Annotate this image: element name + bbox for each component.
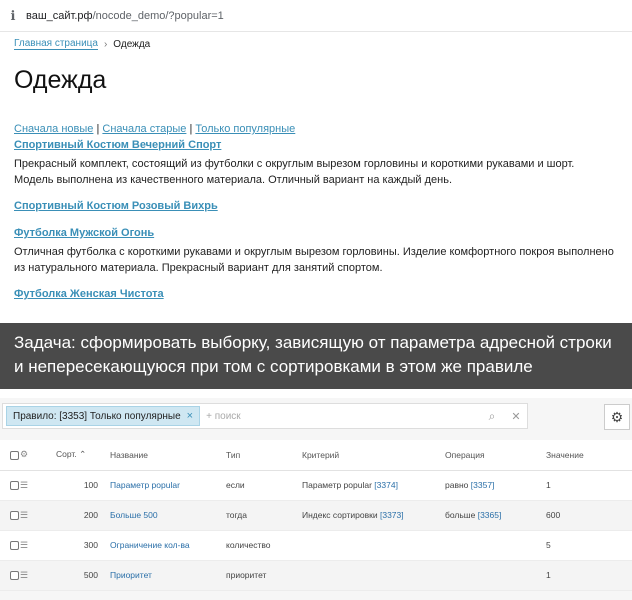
table-row[interactable] xyxy=(0,470,632,500)
product-description: Отличная футболка с короткими рукавами и округлым вырезом горловины. Изделие комфортного покроя выполнено из натурального материала. Прекрасный вариант для занятий спортом. xyxy=(14,246,614,274)
table-row[interactable] xyxy=(0,500,632,530)
rule-name-link[interactable]: Параметр popular xyxy=(110,480,180,490)
rule-name-link[interactable]: Приоритет xyxy=(110,570,152,580)
cell-type: тогда xyxy=(226,500,302,530)
list-item xyxy=(14,139,614,188)
cell-type: количество xyxy=(226,530,302,560)
page-title: Одежда xyxy=(14,66,107,94)
column-criterion[interactable]: Критерий xyxy=(302,440,445,470)
drag-handle-icon[interactable]: ☰ xyxy=(20,569,29,580)
gear-icon[interactable]: ⚙ xyxy=(20,449,29,460)
drag-handle-icon[interactable]: ☰ xyxy=(20,539,29,550)
cell-operation: больше xyxy=(445,510,476,520)
cell-value: 600 xyxy=(546,500,632,530)
column-operation[interactable]: Операция xyxy=(445,440,546,470)
column-name[interactable]: Название xyxy=(110,440,226,470)
cell-value: 1 xyxy=(546,560,632,590)
cell-value: 1 xyxy=(546,470,632,500)
cell-sort: 500 xyxy=(40,560,110,590)
breadcrumb-current: Одежда xyxy=(113,38,151,50)
row-checkbox[interactable] xyxy=(10,481,19,490)
criterion-id-link[interactable]: [3373] xyxy=(379,510,404,520)
cell-value: 5 xyxy=(546,530,632,560)
cell-type: приоритет xyxy=(226,560,302,590)
close-icon[interactable]: × xyxy=(186,410,194,422)
column-type[interactable]: Тип xyxy=(226,440,302,470)
url-path: /nocode_demo/?popular=1 xyxy=(92,9,224,22)
clear-search-icon[interactable]: ✕ xyxy=(511,410,521,423)
chevron-right-icon: › xyxy=(103,38,108,50)
gear-icon: ⚙ xyxy=(610,408,624,425)
product-title-link[interactable]: Футболка Женская Чистота xyxy=(14,288,164,300)
rule-name-link[interactable]: Больше 500 xyxy=(110,510,158,520)
breadcrumb-home-link[interactable]: Главная страница xyxy=(14,38,98,49)
column-sort[interactable]: Сорт. ⌃ xyxy=(40,440,110,470)
site-info-icon[interactable]: ℹ xyxy=(10,7,16,23)
row-checkbox[interactable] xyxy=(10,511,19,520)
url-host: ваш_сайт.рф xyxy=(26,9,93,22)
cell-operation: равно xyxy=(445,480,469,490)
list-item xyxy=(14,200,614,212)
sort-newest-link[interactable]: Сначала новые xyxy=(14,123,94,135)
search-input[interactable]: + поиск xyxy=(206,410,241,422)
cell-sort: 300 xyxy=(40,530,110,560)
row-checkbox[interactable] xyxy=(10,571,19,580)
cell-criterion: Индекс сортировки xyxy=(302,510,378,520)
table-row[interactable] xyxy=(0,560,632,590)
sort-links xyxy=(14,123,295,135)
cell-criterion: Параметр popular xyxy=(302,480,372,490)
address-bar[interactable] xyxy=(0,0,632,32)
settings-button[interactable] xyxy=(604,404,630,430)
cell-type: если xyxy=(226,470,302,500)
url-text[interactable] xyxy=(26,10,224,22)
list-item xyxy=(14,288,614,300)
rules-table xyxy=(0,440,632,591)
operation-id-link[interactable]: [3357] xyxy=(470,480,495,490)
task-banner: Задача: сформировать выборку, зависящую от параметра адресной строки и непересекающуюся при том с сортировками в этом же правиле xyxy=(0,323,632,389)
column-value[interactable]: Значение xyxy=(546,440,632,470)
search-icon[interactable]: ⌕ xyxy=(488,408,496,423)
product-title-link[interactable]: Спортивный Костюм Розовый Вихрь xyxy=(14,200,218,212)
sort-popular-link[interactable]: Только популярные xyxy=(195,123,296,135)
cell-sort: 100 xyxy=(40,470,110,500)
sort-asc-icon: ⌃ xyxy=(79,449,87,460)
rule-name-link[interactable]: Ограничение кол-ва xyxy=(110,540,190,550)
filter-bar[interactable] xyxy=(2,403,528,429)
table-row[interactable] xyxy=(0,530,632,560)
select-all-checkbox[interactable] xyxy=(10,451,19,460)
product-description: Прекрасный комплект, состоящий из футболки с округлым вырезом горловины и короткими рукавами и шорт. Модель выполнена из качественного материала. Отличный вариант на каждый день. xyxy=(14,158,575,186)
operation-id-link[interactable]: [3365] xyxy=(477,510,502,520)
row-checkbox[interactable] xyxy=(10,541,19,550)
filter-chip[interactable] xyxy=(6,406,200,426)
list-item xyxy=(14,227,614,276)
drag-handle-icon[interactable]: ☰ xyxy=(20,479,29,490)
filter-chip-label: Правило: [3353] Только популярные xyxy=(13,410,181,422)
product-title-link[interactable]: Футболка Мужской Огонь xyxy=(14,227,155,239)
admin-panel xyxy=(0,398,632,600)
cell-sort: 200 xyxy=(40,500,110,530)
breadcrumb xyxy=(14,38,150,50)
sort-separator: | xyxy=(96,123,100,135)
sort-oldest-link[interactable]: Сначала старые xyxy=(102,123,187,135)
criterion-id-link[interactable]: [3374] xyxy=(374,480,398,490)
sort-separator: | xyxy=(189,123,193,135)
table-header-row xyxy=(0,440,632,470)
drag-handle-icon[interactable]: ☰ xyxy=(20,509,29,520)
product-title-link[interactable]: Спортивный Костюм Вечерний Спорт xyxy=(14,139,222,151)
product-list xyxy=(14,139,614,312)
